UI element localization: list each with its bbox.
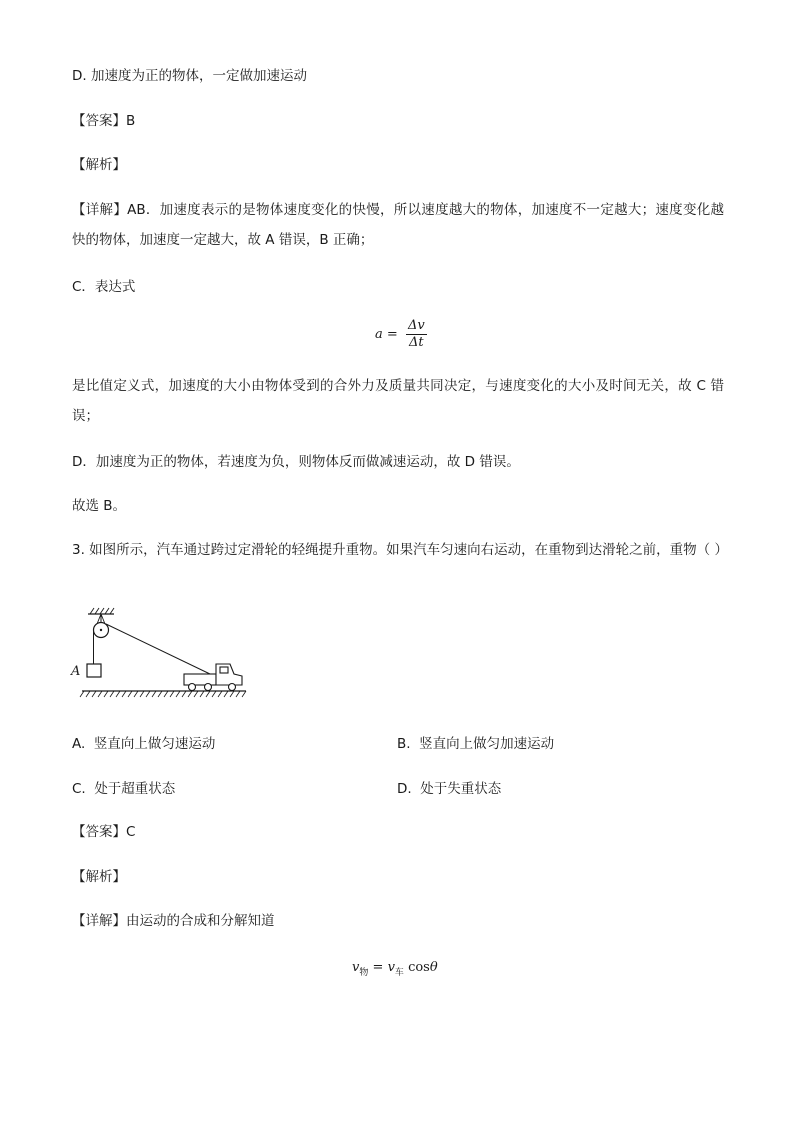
option-c bbox=[72, 780, 175, 798]
answer-value: C bbox=[126, 824, 136, 840]
detail-row-q3 bbox=[72, 912, 275, 930]
option-d-prev: D. 加速度为正的物体，一定做加速运动 bbox=[72, 68, 307, 84]
answer-value: B bbox=[126, 113, 136, 129]
d-explanation: D．加速度为正的物体，若速度为负，则物体反而做减速运动，故 D 错误。 bbox=[72, 454, 520, 470]
answer-label: 【答案】 bbox=[72, 113, 126, 129]
option-b-key: B. bbox=[397, 736, 411, 752]
option-b-text: 竖直向上做匀加速运动 bbox=[419, 736, 555, 752]
detail-label: 【详解】 bbox=[72, 913, 126, 929]
pulley-truck-figure bbox=[60, 606, 260, 706]
option-d-key: D. bbox=[397, 781, 412, 797]
detail-label: 【详解】 bbox=[72, 202, 128, 218]
option-c-text: 处于超重状态 bbox=[94, 781, 176, 797]
option-b bbox=[397, 735, 554, 753]
option-d bbox=[397, 780, 501, 798]
option-a-text: 竖直向上做匀速运动 bbox=[93, 736, 216, 752]
block-label-a: A bbox=[71, 664, 81, 679]
velocity-formula bbox=[352, 960, 438, 978]
formula-v2: v bbox=[387, 960, 395, 975]
formula-theta: θ bbox=[429, 960, 438, 975]
option-c-expression-line: C．表达式 bbox=[72, 279, 136, 295]
question-3-stem: 3. 如图所示，汽车通过跨过定滑轮的轻绳提升重物。如果汽车匀速向右运动，在重物到达滑轮之前，重物（ ） bbox=[72, 542, 728, 558]
detail-paragraph-q2 bbox=[72, 195, 724, 255]
formula-sub1: 物 bbox=[359, 968, 369, 978]
truck-icon bbox=[184, 664, 242, 691]
formula-denominator: Δt bbox=[409, 335, 424, 350]
answer-label: 【答案】 bbox=[72, 824, 126, 840]
weight-block bbox=[87, 664, 101, 677]
formula-v1: v bbox=[352, 960, 360, 975]
formula-eq: = bbox=[372, 960, 384, 975]
detail-text: AB．加速度表示的是物体速度变化的快慢，所以速度越大的物体，加速度不一定越大；速度变化越快的物体，加速度一定越大，故 A 错误，B 正确； bbox=[72, 202, 725, 248]
answer-row-q3 bbox=[72, 823, 135, 841]
formula-sub2: 车 bbox=[394, 968, 404, 978]
formula-func: cos bbox=[408, 960, 430, 975]
answer-row-q2 bbox=[72, 112, 135, 130]
formula-fraction bbox=[406, 318, 427, 351]
formula-numerator: Δv bbox=[407, 318, 425, 333]
acceleration-formula bbox=[375, 318, 427, 351]
formula-eq: = bbox=[386, 327, 398, 342]
option-a-key: A. bbox=[72, 736, 86, 752]
analysis-label-q3: 【解析】 bbox=[72, 869, 126, 885]
conclusion-q2: 故选 B。 bbox=[72, 498, 127, 514]
c-explanation: 是比值定义式，加速度的大小由物体受到的合外力及质量共同决定，与速度变化的大小及时间无关，故 C 错误； bbox=[72, 378, 724, 424]
detail-text: 由运动的合成和分解知道 bbox=[126, 913, 275, 929]
option-a bbox=[72, 735, 215, 753]
option-d-text: 处于失重状态 bbox=[420, 781, 502, 797]
formula-lhs: a bbox=[375, 327, 383, 342]
analysis-label-q2: 【解析】 bbox=[72, 157, 126, 173]
option-c-key: C. bbox=[72, 781, 86, 797]
